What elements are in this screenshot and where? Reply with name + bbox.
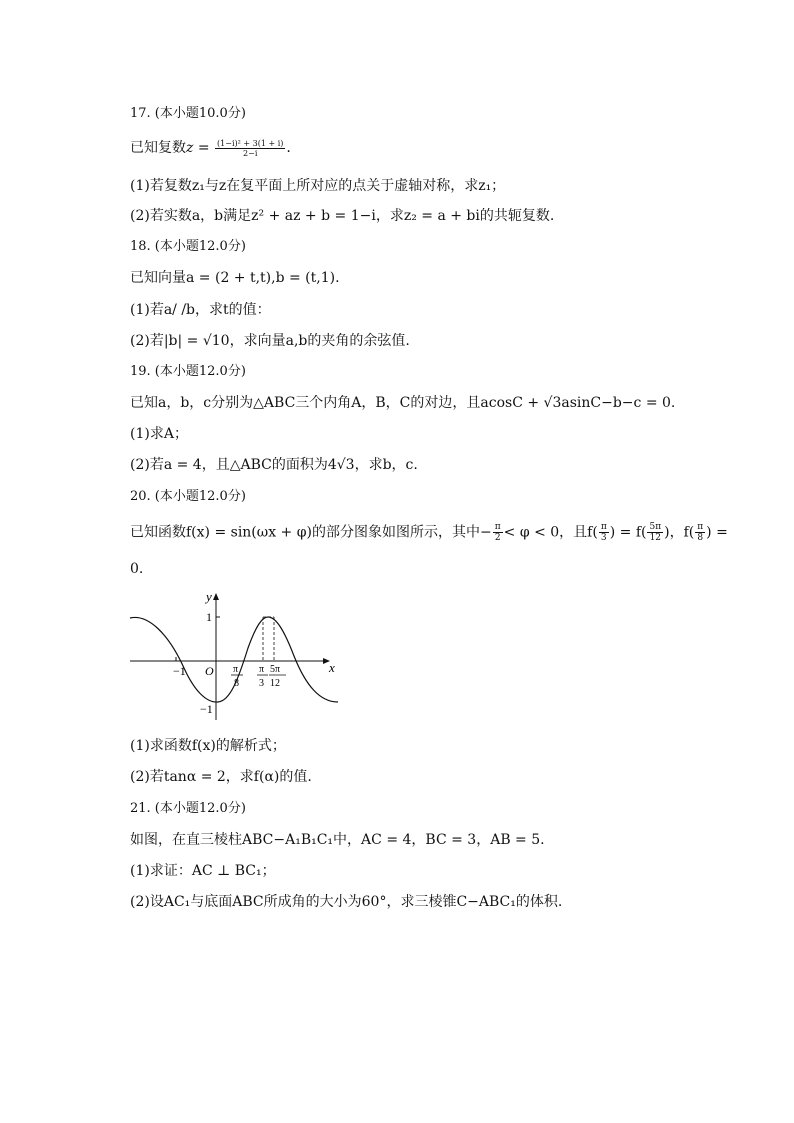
sine-curve bbox=[130, 617, 338, 702]
problem-18-stem: 已知向量a = (2 + t,t),b = (t,1). bbox=[130, 270, 340, 286]
fraction-denominator: 3 bbox=[600, 533, 607, 543]
fraction-numerator: (1−i)² + 3(1 + i) bbox=[217, 138, 284, 148]
stem-text: ) = bbox=[706, 524, 728, 541]
fraction-numerator: π bbox=[494, 522, 501, 532]
y-tick-label-neg1: −1 bbox=[200, 702, 213, 716]
tick-5pi12-den: 12 bbox=[270, 678, 280, 689]
tick-pi3-num: π bbox=[259, 664, 265, 675]
stem-text: 已知函数f(x) = sin(ωx + φ)的部分图象如图所示，其中 bbox=[130, 524, 480, 541]
fraction-denominator: 2−i bbox=[243, 148, 258, 158]
origin-label: O bbox=[205, 664, 214, 678]
equals: = bbox=[193, 140, 215, 156]
problem-20-q1: (1)求函数f(x)的解析式； bbox=[130, 738, 286, 754]
fraction-pi-over-2 bbox=[493, 522, 503, 543]
fraction-pi-over-3 bbox=[599, 522, 609, 543]
fraction-5pi-over-12 bbox=[647, 522, 663, 543]
stem-text: ) = f( bbox=[609, 524, 647, 541]
var-z: z bbox=[186, 140, 194, 156]
problem-19-q1: (1)求A； bbox=[130, 426, 188, 442]
fraction-pi-over-8 bbox=[695, 522, 705, 543]
tick-pi8-den: 8 bbox=[234, 678, 239, 689]
x-axis-label: x bbox=[329, 660, 335, 675]
problem-20-stem-cont: 0. bbox=[130, 561, 144, 577]
problem-18-q2: (2)若|b| = √10，求向量a,b的夹角的余弦值. bbox=[130, 333, 410, 349]
function-graph bbox=[128, 588, 340, 724]
fraction-denominator: 12 bbox=[649, 533, 662, 543]
problem-17-q2: (2)若实数a，b满足z² + az + b = 1−i，求z₂ = a + bi的共轭复数. bbox=[130, 208, 555, 224]
problem-17-q1: (1)若复数z₁与z在复平面上所对应的点关于虚轴对称，求z₁； bbox=[130, 178, 506, 194]
problem-18-q1: (1)若a/ /b，求t的值： bbox=[130, 302, 271, 318]
problem-21-q2: (2)设AC₁与底面ABC所成角的大小为60°，求三棱锥C−ABC₁的体积. bbox=[130, 894, 563, 910]
problem-21-stem: 如图，在直三棱柱ABC−A₁B₁C₁中，AC = 4，BC = 3，AB = 5. bbox=[130, 832, 545, 848]
stem-text: < φ < 0，且f( bbox=[503, 524, 598, 541]
tick-pi8-num: π bbox=[233, 664, 239, 675]
problem-18-header: 18. (本小题12.0分) bbox=[130, 239, 246, 254]
y-tick-label-1: 1 bbox=[206, 610, 212, 624]
y-axis-label: y bbox=[206, 589, 212, 604]
fraction bbox=[215, 139, 285, 158]
problem-20-header: 20. (本小题12.0分) bbox=[130, 489, 246, 504]
tick-pi3-den: 3 bbox=[259, 678, 264, 689]
y-axis-arrow bbox=[213, 593, 219, 600]
problem-20-q2: (2)若tanα = 2，求f(α)的值. bbox=[130, 769, 312, 785]
problem-21-header: 21. (本小题12.0分) bbox=[130, 801, 246, 816]
problem-19-stem: 已知a，b，c分别为△ABC三个内角A，B，C的对边，且acosC + √3asinC−b−c = 0. bbox=[130, 395, 676, 411]
fraction-numerator: π bbox=[600, 522, 607, 532]
stem-text: 已知复数 bbox=[130, 140, 186, 156]
tick-5pi12-num: 5π bbox=[270, 664, 281, 675]
fraction-denominator: 2 bbox=[494, 533, 501, 543]
fraction-denominator: 8 bbox=[697, 533, 704, 543]
stem-text: )，f( bbox=[664, 524, 695, 541]
problem-20-stem: 已知函数f(x) = sin(ωx + φ)的部分图象如图所示，其中− $\frac{\pi}{2}$ < φ < 0，且f( $\frac{\pi}{3}$ ) = f( $\frac{5\pi}{12}$ )，f( $\frac{\pi}{8}$ ) = bbox=[130, 522, 728, 543]
problem-21-q1: (1)求证：AC ⊥ BC₁； bbox=[130, 863, 276, 879]
fraction-numerator: 5π bbox=[649, 522, 662, 532]
problem-19-header: 19. (本小题12.0分) bbox=[130, 364, 246, 379]
x-tick-label-neg1: −1 bbox=[173, 664, 186, 678]
fraction-numerator: π bbox=[697, 522, 704, 532]
problem-17-stem bbox=[130, 138, 291, 158]
period: . bbox=[286, 140, 291, 156]
problem-19-q2: (2)若a = 4，且△ABC的面积为4√3，求b，c. bbox=[130, 457, 418, 473]
problem-17-header: 17. (本小题10.0分) bbox=[130, 106, 246, 121]
